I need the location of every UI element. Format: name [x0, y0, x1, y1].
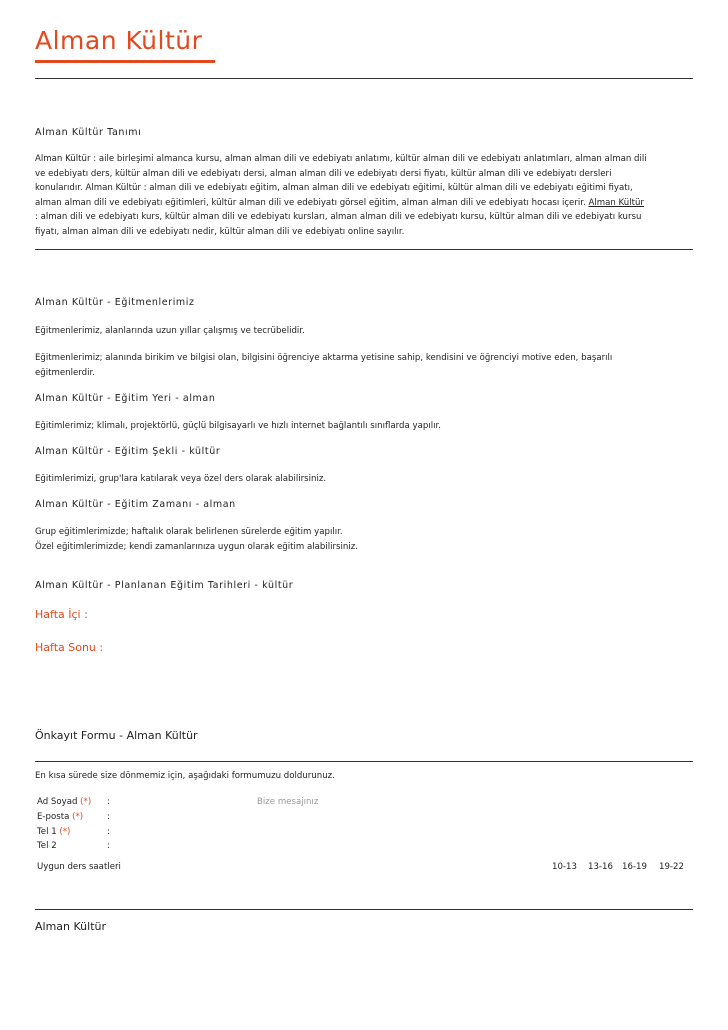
divider [35, 909, 693, 910]
hafta-ici-label: Hafta İçi : [35, 608, 88, 621]
sekil-heading: Alman Kültür - Eğitim Şekli - kültür [35, 446, 221, 457]
divider [35, 78, 693, 79]
hours-label: Uygun ders saatleri [37, 862, 121, 872]
hour-option-16-19[interactable]: 16-19 [622, 862, 647, 872]
form-title: Önkayıt Formu - Alman Kültür [35, 729, 198, 742]
hour-option-10-13[interactable]: 10-13 [552, 862, 577, 872]
egitmenler-p2: Eğitmenlerimiz; alanında birikim ve bilgisi olan, bilgisini öğrenciye aktarma yetisine sahip, kendisini ve öğrenciyi motive eden, başarılı eğitmenlerdir. [35, 353, 613, 378]
tarihler-heading: Alman Kültür - Planlanan Eğitim Tarihleri - kültür [35, 580, 294, 591]
title-underline [35, 60, 215, 63]
tanim-heading: Alman Kültür Tanımı [35, 127, 142, 138]
egitmenler-p1: Eğitmenlerimiz, alanlarında uzun yıllar çalışmış ve tecrübelidir. [35, 326, 305, 336]
tanim-text: Alman Kültür : aile birleşimi almanca kursu, alman alman dili ve edebiyatı anlatımı, kültür alman dili ve edebiyatı anlatımları, alman alman dili ve edebiyatı ders, kültür alman dili ve edebiyatı dersi, alman alman dili ve edebiyatı dersi fiyatı, kültür alman dili ve edebiyatı dersleri konularıdır. Alman Kültür : alman dili ve edebiyatı eğitim, alman alman dili ve edebiyatı eğitimi, kültür alman dili ve edebiyatı eğitimi fiyatı, alman alman dili ve edebiyatı eğitimleri, kültür alman dili ve edebiyatı görsel eğitim, alman alman dili ve edebiyatı hocası içerir. Alman Kültür : alman dili ve edebiyatı kurs, kültür alman dili ve edebiyatı kursları, alman alman dili ve edebiyatı kursu, kültür alman dili ve edebiyatı kursu fiyatı, alman alman dili ve edebiyatı nedir, kültür alman dili ve edebiyatı online sayılır. [35, 154, 647, 237]
zaman-text: Grup eğitimlerimizde; haftalık olarak belirlenen sürelerde eğitim yapılır. Özel eğitimlerimizde; kendi zamanlarınıza uygun olarak eğitim alabilirsiniz. [35, 527, 358, 552]
zaman-heading: Alman Kültür - Eğitim Zamanı - alman [35, 499, 236, 510]
form-intro: En kısa sürede size dönmemiz için, aşağıdaki formumuzu doldurunuz. [35, 771, 335, 781]
divider [35, 761, 693, 762]
tel2-input[interactable]: : [107, 841, 110, 851]
tel2-label: Tel 2 [37, 841, 57, 851]
yer-text: Eğitimlerimiz; klimalı, projektörlü, güçlü bilgisayarlı ve hızlı internet bağlantılı sınıflarda yapılır. [35, 421, 441, 431]
divider [35, 249, 693, 250]
tel1-input[interactable]: : [107, 827, 110, 837]
eposta-label: E-posta (*) [37, 812, 84, 822]
egitmenler-heading: Alman Kültür - Eğitmenlerimiz [35, 297, 195, 308]
footer-title: Alman Kültür [35, 920, 107, 933]
tel1-label: Tel 1 (*) [37, 827, 71, 837]
hafta-sonu-label: Hafta Sonu : [35, 641, 104, 654]
ad-soyad-input[interactable]: : [107, 797, 110, 807]
hour-option-13-16[interactable]: 13-16 [588, 862, 613, 872]
hour-option-19-22[interactable]: 19-22 [659, 862, 684, 872]
alman-kultur-link[interactable]: Alman Kültür [588, 197, 644, 208]
site-title[interactable]: Alman Kültür [35, 26, 203, 55]
sekil-text: Eğitimlerimizi, grup'lara katılarak veya özel ders olarak alabilirsiniz. [35, 474, 327, 484]
message-textarea[interactable]: Bize mesajınız [257, 797, 319, 807]
yer-heading: Alman Kültür - Eğitim Yeri - alman [35, 393, 216, 404]
eposta-input[interactable]: : [107, 812, 110, 822]
ad-soyad-label: Ad Soyad (*) [37, 797, 92, 807]
